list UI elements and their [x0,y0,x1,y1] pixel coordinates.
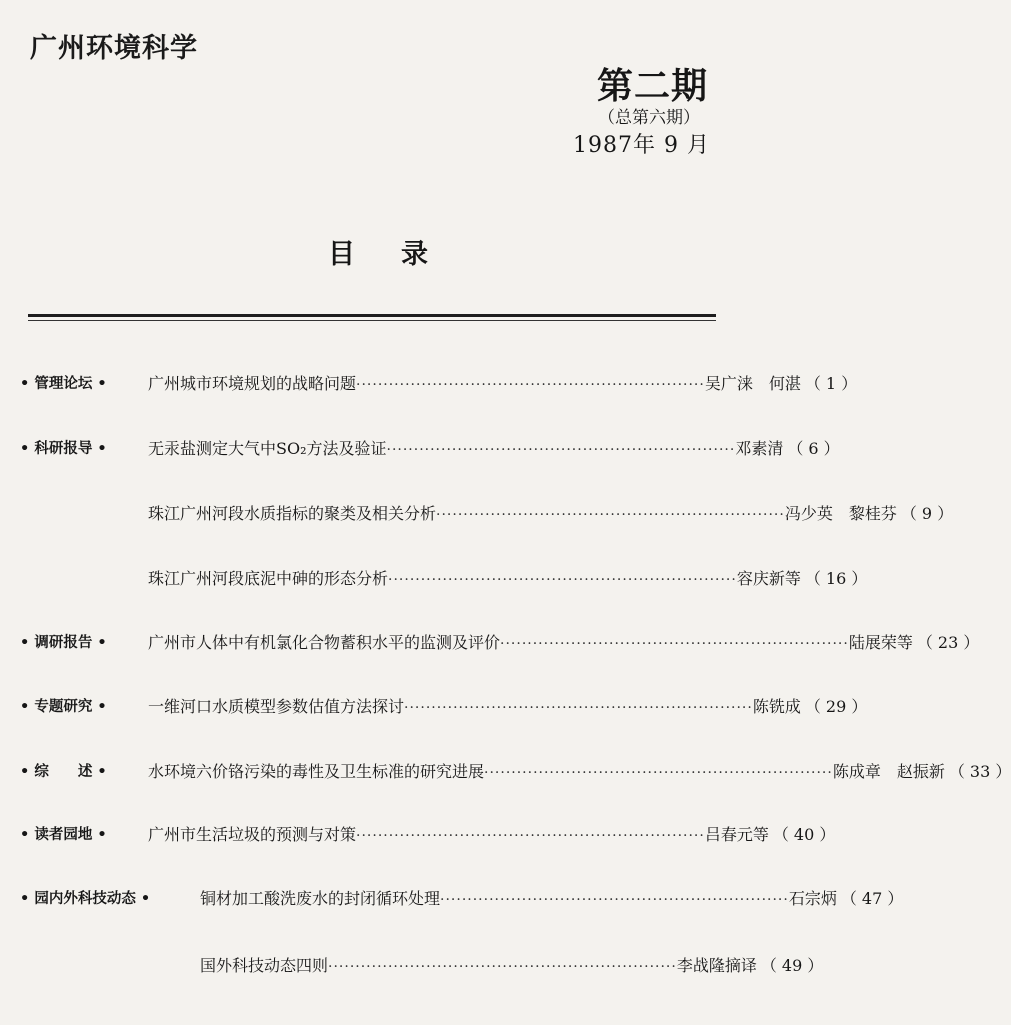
toc-entry[interactable] [0,501,954,527]
section-label: • 调研报告 • [20,635,107,651]
dot-leader: ································································ [356,828,705,844]
toc-entry[interactable] [0,953,824,979]
article-author: 吕春元等 [704,825,769,844]
section-label: • 科研报导 • [20,441,107,457]
article-author: 陆展荣等 [848,633,913,652]
page-number: （ 29 ） [804,697,868,716]
article-title: 国外科技动态四则 [200,956,329,975]
issue-number: 第二期 [596,66,708,107]
article-author: 李战隆摘译 [676,956,757,975]
dot-leader: ································································ [328,959,677,975]
dot-leader: ································································ [500,636,849,652]
toc-entry[interactable] [0,630,980,656]
dot-leader: ································································ [388,572,737,588]
article-title: 广州市人体中有机氯化合物蓄积水平的监测及评价 [148,633,501,652]
article-title: 一维河口水质模型参数估值方法探讨 [148,697,405,716]
toc-entry[interactable] [0,566,868,592]
page-number: （ 6 ） [787,439,840,458]
issue-date: 1987年 9 月 [573,133,710,158]
article-author: 吴广涞 何湛 [704,374,801,393]
page-number: （ 16 ） [804,569,868,588]
total-issue-number: （总第六期） [598,108,700,128]
article-title: 无汞盐测定大气中SO₂方法及验证 [148,439,387,458]
section-label: • 读者园地 • [20,827,107,843]
toc-entry[interactable] [0,886,904,912]
divider-line-thin [28,320,716,321]
article-author: 邓素清 [735,439,784,458]
page-number: （ 23 ） [916,633,980,652]
section-label: • 综 述 • [20,764,107,780]
article-title: 广州市生活垃圾的预测与对策 [148,825,357,844]
page-number: （ 33 ） [948,762,1011,781]
toc-entry-line [200,886,904,913]
article-title: 广州城市环境规划的战略问题 [148,374,357,393]
article-title: 铜材加工酸洗废水的封闭循环处理 [200,889,441,908]
toc-entry-line [148,694,868,721]
toc-entry[interactable] [0,822,836,848]
dot-leader: ································································ [386,442,736,458]
section-label: • 专题研究 • [20,699,107,715]
article-title: 珠江广州河段水质指标的聚类及相关分析 [148,504,437,523]
toc-entry-line [148,630,980,657]
dot-leader: ································································ [404,700,753,716]
article-author: 容庆新等 [736,569,801,588]
toc-entry[interactable] [0,694,868,720]
article-title: 珠江广州河段底泥中砷的形态分析 [148,569,389,588]
page-number: （ 49 ） [760,956,824,975]
section-label: • 园内外科技动态 • [20,891,151,907]
article-author: 陈铣成 [752,697,801,716]
toc-entry-line [148,436,840,463]
journal-title: 广州环境科学 [30,33,198,64]
section-label: • 管理论坛 • [20,376,107,392]
article-author: 陈成章 赵振新 [832,762,945,781]
toc-entry-line [148,501,954,528]
toc-entry-line [148,759,1011,786]
toc-entry[interactable] [0,371,858,397]
toc-entry[interactable] [0,436,840,462]
toc-entry-line [200,953,824,980]
article-title: 水环境六价铬污染的毒性及卫生标准的研究进展 [148,762,485,781]
toc-entry-line [148,371,858,398]
page-number: （ 47 ） [840,889,904,908]
toc-entry-line [148,822,836,849]
divider-line [28,314,716,317]
dot-leader: ································································ [356,377,705,393]
dot-leader: ································································ [440,892,789,908]
page-number: （ 9 ） [900,504,954,523]
article-author: 冯少英 黎桂芬 [784,504,897,523]
page-number: （ 40 ） [772,825,836,844]
page-number: （ 1 ） [804,374,858,393]
article-author: 石宗炳 [788,889,837,908]
toc-entry[interactable] [0,759,1011,785]
toc-heading: 目录 [328,239,474,270]
toc-entry-line [148,566,868,593]
dot-leader: ································································ [436,507,785,523]
dot-leader: ································································ [484,765,833,781]
